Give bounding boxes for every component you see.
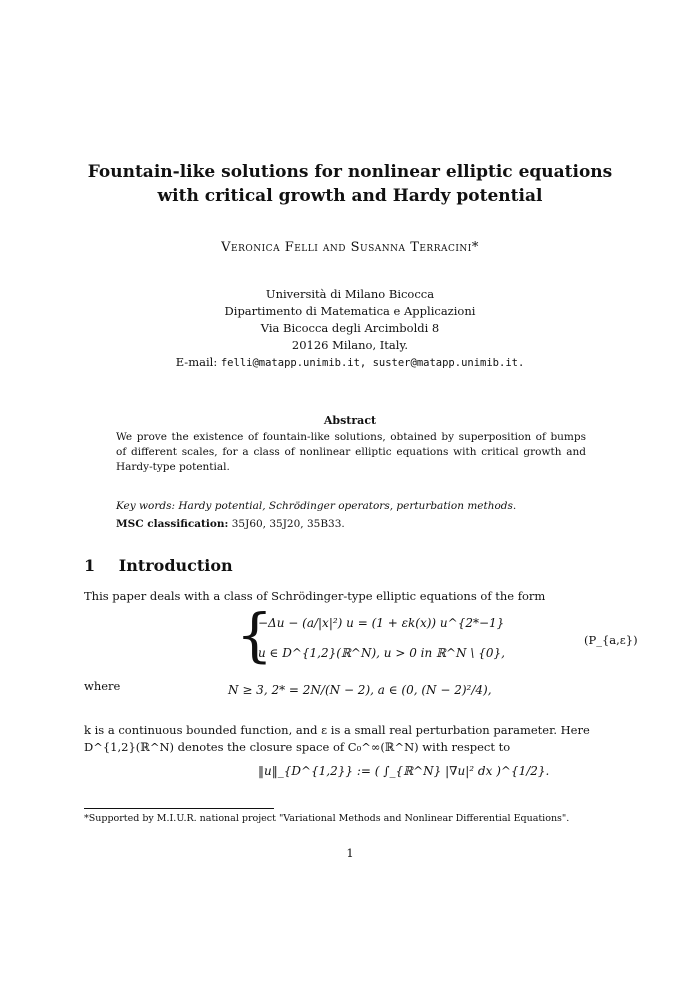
paper-title-line-1: Fountain-like solutions for nonlinear elliptic equations [87, 162, 613, 182]
keywords-text: Hardy potential, Schrödinger operators, perturbation methods. [178, 500, 517, 512]
paper-title-line-2: with critical growth and Hardy potential [157, 186, 543, 206]
email-addresses: felli@matapp.unimib.it, suster@matapp.unimib.it. [220, 357, 525, 369]
section-heading [84, 556, 233, 575]
affiliation-department: Dipartimento di Matematica e Applicazioni [224, 304, 476, 318]
keywords-label: Key words: [116, 500, 176, 512]
abstract-heading: Abstract [323, 414, 377, 427]
where-label: where [84, 679, 121, 693]
equation-system [236, 601, 505, 672]
intro-paragraph: This paper deals with a class of Schrödinger-type elliptic equations of the form [84, 589, 546, 603]
page-number: 1 [346, 846, 354, 860]
equation-norm: ‖u‖_{D^{1,2}} := ( ∫_{ℝ^N} |∇u|² dx )^{1/2}. [258, 764, 550, 778]
msc-classification [116, 518, 586, 530]
left-brace-icon: { [236, 601, 273, 669]
keywords [116, 500, 586, 512]
authors: Veronica Felli and Susanna Terracini* [221, 240, 479, 255]
affiliation-street: Via Bicocca degli Arcimboldi 8 [260, 321, 440, 335]
footnote: *Supported by M.I.U.R. national project "Variational Methods and Nonlinear Differential Equations". [84, 813, 570, 824]
equation-parameters: N ≥ 3, 2* = 2N/(N − 2), a ∈ (0, (N − 2)²/4), [228, 683, 492, 697]
equation-label: (P_{a,ε}) [584, 633, 638, 647]
footnote-rule [84, 808, 274, 809]
msc-text: 35J60, 35J20, 35B33. [231, 518, 345, 530]
affiliation-email [60, 354, 640, 372]
continuation-paragraph: k is a continuous bounded function, and ε is a small real perturbation parameter. Here D^{1,2}(ℝ^N) denotes the closure space of C₀^∞(ℝ^N) with respect to [84, 723, 590, 754]
section-title: Introduction [118, 556, 233, 575]
email-label: E-mail: [175, 355, 218, 369]
affiliation-university: Università di Milano Bicocca [265, 287, 435, 301]
abstract-text: We prove the existence of fountain-like solutions, obtained by superposition of bumps of different scales, for a class of nonlinear elliptic equations with critical growth and Hardy-type potential. [116, 431, 586, 473]
msc-label: MSC classification: [116, 518, 229, 530]
equation-line-2: u ∈ D^{1,2}(ℝ^N), u > 0 in ℝ^N \ {0}, [258, 646, 505, 660]
equation-line-1: −Δu − (a/|x|²) u = (1 + εk(x)) u^{2*−1} [258, 616, 505, 630]
section-number: 1 [84, 556, 96, 575]
affiliation-city: 20126 Milano, Italy. [291, 338, 409, 352]
